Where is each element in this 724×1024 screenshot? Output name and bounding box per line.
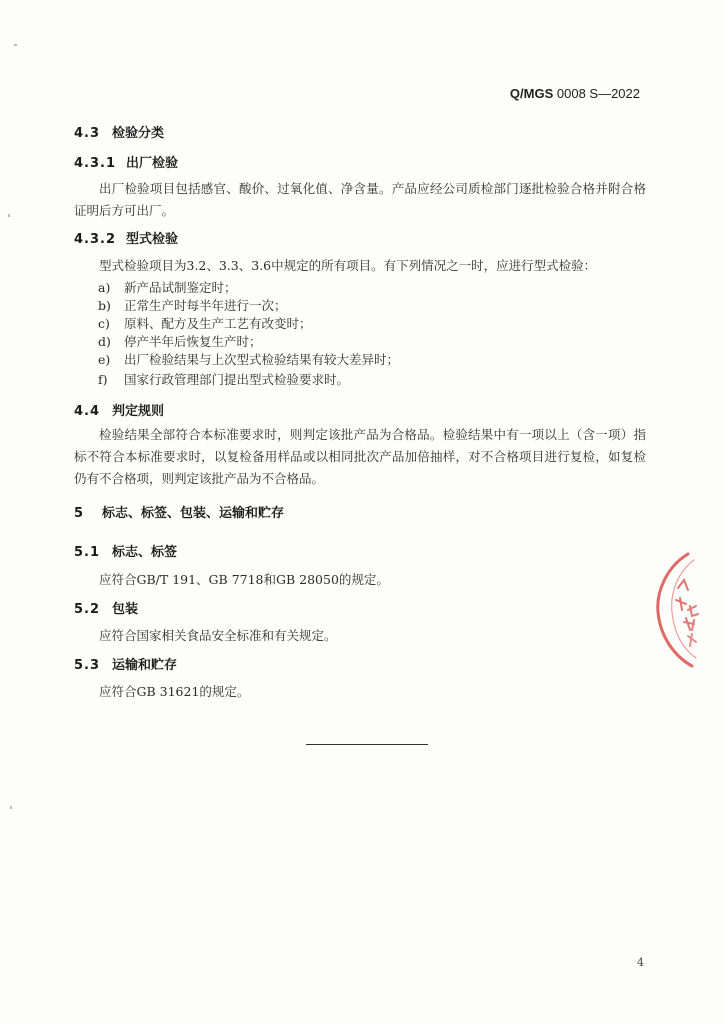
heading-4-3 bbox=[74, 122, 164, 141]
list-text: 国家行政管理部门提出型式检验要求时。 bbox=[124, 372, 350, 387]
list-item bbox=[98, 314, 312, 332]
heading-title: 检验分类 bbox=[112, 126, 165, 141]
standard-code-suffix: 0008 S—2022 bbox=[553, 86, 640, 101]
list-marker: d) bbox=[98, 334, 111, 349]
list-marker: a) bbox=[98, 280, 111, 295]
list-text: 原料、配方及生产工艺有改变时； bbox=[124, 316, 312, 331]
list-item bbox=[98, 332, 262, 350]
list-marker: f) bbox=[98, 372, 108, 387]
heading-number: 4.4 bbox=[74, 404, 101, 419]
scan-speck bbox=[14, 44, 17, 46]
heading-title: 标志、标签、包装、运输和贮存 bbox=[102, 506, 285, 521]
end-rule bbox=[306, 744, 428, 745]
scan-speck bbox=[10, 806, 12, 809]
list-item bbox=[98, 370, 349, 388]
list-item bbox=[98, 350, 399, 368]
list-item bbox=[98, 296, 287, 314]
heading-5 bbox=[74, 502, 284, 521]
heading-number: 5.3 bbox=[74, 658, 101, 673]
heading-5-1 bbox=[74, 541, 177, 560]
heading-4-4 bbox=[74, 400, 164, 419]
heading-number: 5.2 bbox=[74, 602, 101, 617]
list-text: 新产品试制鉴定时； bbox=[124, 280, 237, 295]
heading-4-3-1 bbox=[74, 152, 178, 171]
list-text: 正常生产时每半年进行一次； bbox=[124, 298, 287, 313]
list-text: 停产半年后恢复生产时； bbox=[124, 334, 262, 349]
heading-title: 型式检验 bbox=[126, 232, 179, 247]
scan-speck bbox=[8, 214, 10, 217]
heading-number: 4.3.2 bbox=[74, 232, 117, 247]
paragraph-transport-storage: 应符合GB 31621的规定。 bbox=[99, 684, 250, 699]
heading-number: 4.3 bbox=[74, 126, 101, 141]
standard-code bbox=[510, 86, 640, 101]
page-number: 4 bbox=[637, 956, 644, 969]
company-seal-stamp bbox=[648, 548, 724, 672]
list-item bbox=[98, 278, 237, 296]
heading-number: 5 bbox=[74, 506, 85, 521]
standard-code-prefix: Q/MGS bbox=[509, 86, 554, 101]
type-inspection-intro: 型式检验项目为3.2、3.3、3.6中规定的所有项目。有下列情况之一时，应进行型式检验： bbox=[99, 258, 597, 273]
heading-title: 判定规则 bbox=[112, 404, 165, 419]
heading-title: 包装 bbox=[112, 602, 139, 617]
heading-number: 4.3.1 bbox=[74, 156, 117, 171]
heading-5-2 bbox=[74, 598, 138, 617]
heading-number: 5.1 bbox=[74, 545, 101, 560]
paragraph-factory-inspection: 出厂检验项目包括感官、酸价、过氧化值、净含量。产品应经公司质检部门逐批检验合格并附合格证明后方可出厂。 bbox=[74, 181, 646, 218]
list-marker: c) bbox=[98, 316, 110, 331]
list-marker: b) bbox=[98, 298, 111, 313]
heading-4-3-2 bbox=[74, 228, 178, 247]
heading-title: 运输和贮存 bbox=[112, 658, 178, 673]
heading-title: 出厂检验 bbox=[126, 156, 179, 171]
paragraph-packaging: 应符合国家相关食品安全标准和有关规定。 bbox=[99, 628, 337, 643]
list-marker: e) bbox=[98, 352, 111, 367]
heading-5-3 bbox=[74, 654, 177, 673]
paragraph-marking-labeling: 应符合GB/T 191、GB 7718和GB 28050的规定。 bbox=[99, 572, 389, 587]
heading-title: 标志、标签 bbox=[112, 545, 178, 560]
list-text: 出厂检验结果与上次型式检验结果有较大差异时； bbox=[124, 352, 400, 367]
paragraph-judgement-rules: 检验结果全部符合本标准要求时，则判定该批产品为合格品。检验结果中有一项以上（含一项）指标不符合本标准要求时，以复检备用样品或以相同批次产品加倍抽样，对不合格项目进行复检，如复检仍有不合格项，则判定该批产品为不合格品。 bbox=[74, 427, 646, 486]
